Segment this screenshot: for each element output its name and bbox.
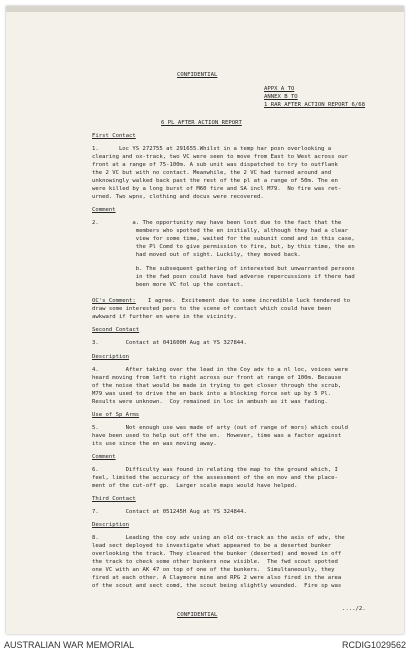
heading-comment: Comment [92, 207, 116, 213]
document-page: CONFIDENTIAL APPX A TO ANNEX B TO 1 RAR AFTER ACTION REPORT 6/68 6 PL AFTER ACTION REPORT First Contact 1. Loc YS 272755 at 291655.Whilst in a temp har posn overlooking a clearing and ox-track, two VC were seen to move from East to West across our front at a range of 75-100m. A sub unit was dispatched to try to outflank the 2 VC but with no contact. Meanwhile, the 2 VC had turned around and unknowingly walked back past the rest of the pl at a range of 50m. The en were killed by a long burst of M60 fire and SA incl M79. No fire was ret- urned. Two wpns, clothing and docus were recovered. Comment 2. a. The opportunity may have been lost due to the fact that the members who spotted the en initially, although they had a clear view for some time, waited for the subunit comd and in this case, the Pl Comd to give permission to fire, but, by this time, the en had moved out of sight. Luckily, they moved back. b. The subsequent gathering of interested but unwarranted persons in the fwd posn could have had adverse repercussions if there had been more VC fol up the contact. OC's Comment: I agree. Excitement due to some incredible luck tendered to draw some interested pers to the scene of contact which could have been awkward if further en were in the vicinity. Second Contact 3. Contact at 041600H Aug at YS 327844. Description 4. After taking over the lead in the Coy adv to a nl loc, voices were heard moving from left to right across our front at range of 100m. Because of the noise that would be made in trying to get closer through the scrub, M79 was used to drive the en back into a blocking force set up by 5 Pl. Results were unknown. Coy remained in loc in ambush as it was fading. Use of Sp Arms 5. Not enough use was made of arty (out of range of mors) which could have been used to help out off the en. However, time was a factor against its use since the en was moving away. Comment 6. Difficulty was found in relating the map to the ground which, I feel, limited the accuracy of the assessment of the en mov and the place- ment of the cut-off gp. Larger scale maps would have helped. Third Contact 7. Contact at 051245H Aug at YS 324844. Description 8. Leading the coy adv using an old ox-track as the axis of adv, the lead sect deployed to investigate what appeared to be a deserted bunker overlooking the track. They cleared the bunker (deserted) and moved in off the track to check some other bunkers now visible. The fwd scout spotted one VC with an AK 47 on top of one of the bunkers. Simultaneously, they fired at each other. A Claymore mine and RPG 2 were also fired in the area of the scout and sect comd, the scout being slightly wounded. Fire sp was CONFIDENTIAL ..../2. [6, 6, 404, 634]
paragraph-7: 7. Contact at 051245H Aug at YS 324844. [92, 509, 247, 515]
confidential-top: CONFIDENTIAL [177, 72, 218, 78]
paragraph-3: 3. Contact at 041600H Aug at YS 327844. [92, 340, 247, 346]
appx-line-2: ANNEX B TO [264, 94, 298, 100]
heading-use-of-sp-arms: Use of Sp Arms [92, 412, 140, 418]
page-top-edge [6, 6, 404, 12]
appx-line-3: 1 RAR AFTER ACTION REPORT 6/68 [264, 102, 366, 108]
oc-comment-label: OC's Comment: [92, 298, 136, 304]
archive-name: AUSTRALIAN WAR MEMORIAL [4, 640, 135, 650]
appx-line-1: APPX A TO [264, 86, 295, 92]
heading-description-2: Description [92, 522, 130, 528]
archive-footer [0, 636, 410, 654]
confidential-bottom: CONFIDENTIAL [177, 612, 218, 618]
report-title: 6 PL AFTER ACTION REPORT [161, 120, 242, 126]
heading-description: Description [92, 354, 130, 360]
heading-third-contact: Third Contact [92, 496, 136, 502]
heading-comment-2: Comment [92, 454, 116, 460]
heading-first-contact: First Contact [92, 133, 136, 139]
archive-record-id: RCDIG1029562 [341, 640, 406, 650]
page-continuation-marker: ..../2. [342, 606, 366, 612]
heading-second-contact: Second Contact [92, 327, 140, 333]
